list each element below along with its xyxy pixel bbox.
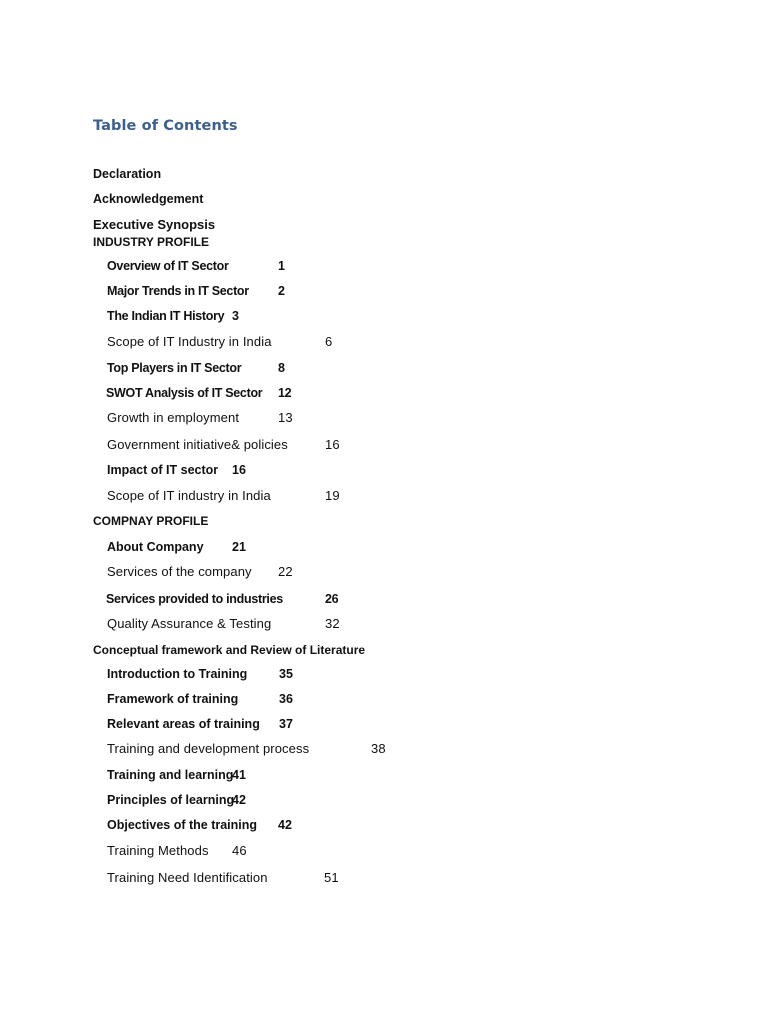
toc-section-acknowledgement: Acknowledgement xyxy=(93,192,204,206)
toc-section-company-profile: COMPNAY PROFILE xyxy=(93,514,209,528)
toc-section-declaration: Declaration xyxy=(93,167,162,181)
document-page: Table of Contents Declaration Acknowledgement Executive Synopsis INDUSTRY PROFILE Overview of IT Sector 1 Major Trends in IT Sector 2 The Indian IT History 3 Scope of IT Industry in India 6 Top Players in IT Sector 8 SWOT Analysis of IT Sector 12 Growth in employment 13 Government initiative& policies 16 Impact of IT sector 16 Scope of IT industry in India 19 COMPNAY PROFILE About Company 21 Services of the company 22 Services provided to industries 26 Quality Assurance & Testing 32 Conceptual framework and Review of Literature Introduction to Training 35 Framework of training 36 Relevant areas of training 37 Training and development process 38 Training and learning 41 Principles of learning 42 Objectives of the training 42 Training Methods 46 Training Need Identification 51 xyxy=(93,118,386,885)
toc-title: Table of Contents xyxy=(93,118,238,134)
toc-section-executive-synopsis: Executive Synopsis xyxy=(93,217,216,232)
toc-section-conceptual-framework: Conceptual framework and Review of Literature xyxy=(93,643,366,657)
toc-section-industry-profile: INDUSTRY PROFILE xyxy=(93,235,210,249)
